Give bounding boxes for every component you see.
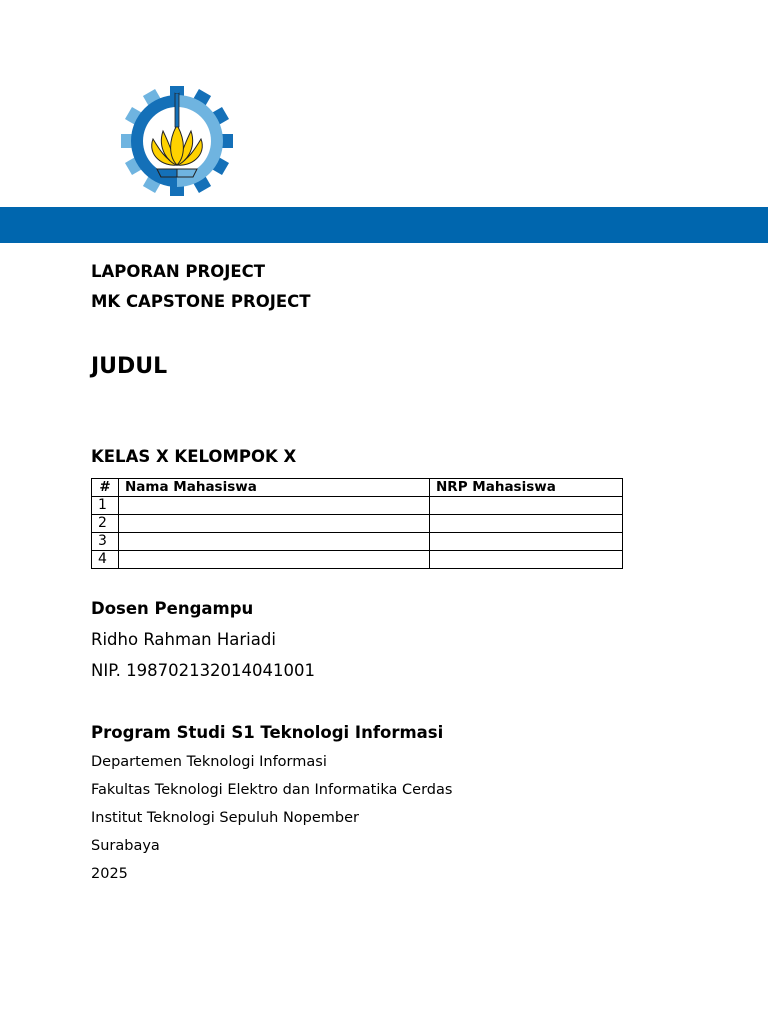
column-header-name: Nama Mahasiswa — [119, 479, 430, 497]
column-header-nrp: NRP Mahasiswa — [430, 479, 623, 497]
row-number: 2 — [92, 515, 119, 533]
program-heading: Program Studi S1 Teknologi Informasi — [91, 723, 444, 742]
student-name-cell — [119, 533, 430, 551]
lecturer-heading: Dosen Pengampu — [91, 599, 254, 618]
its-emblem-icon — [118, 86, 236, 196]
faculty-line: Fakultas Teknologi Elektro dan Informatika Cerdas — [91, 782, 453, 798]
table-row — [92, 515, 623, 533]
course-name: MK CAPSTONE PROJECT — [91, 292, 311, 311]
row-number: 1 — [92, 497, 119, 515]
row-number: 4 — [92, 551, 119, 569]
table-row — [92, 533, 623, 551]
report-type: LAPORAN PROJECT — [91, 262, 266, 281]
city-line: Surabaya — [91, 838, 160, 854]
student-nrp-cell — [430, 533, 623, 551]
student-nrp-cell — [430, 497, 623, 515]
row-number: 3 — [92, 533, 119, 551]
table-header-row — [92, 479, 623, 497]
department-line: Departemen Teknologi Informasi — [91, 754, 327, 770]
year-line: 2025 — [91, 866, 128, 882]
institute-line: Institut Teknologi Sepuluh Nopember — [91, 810, 360, 826]
lecturer-nip: NIP. 198702132014041001 — [91, 661, 316, 680]
members-table — [91, 478, 623, 569]
student-nrp-cell — [430, 515, 623, 533]
table-row — [92, 551, 623, 569]
student-name-cell — [119, 497, 430, 515]
lecturer-name: Ridho Rahman Hariadi — [91, 630, 276, 649]
report-title: JUDUL — [91, 354, 168, 379]
table-row — [92, 497, 623, 515]
header-band — [0, 207, 768, 243]
class-group: KELAS X KELOMPOK X — [91, 447, 297, 466]
student-name-cell — [119, 515, 430, 533]
student-name-cell — [119, 551, 430, 569]
student-nrp-cell — [430, 551, 623, 569]
column-header-number: # — [92, 479, 119, 497]
